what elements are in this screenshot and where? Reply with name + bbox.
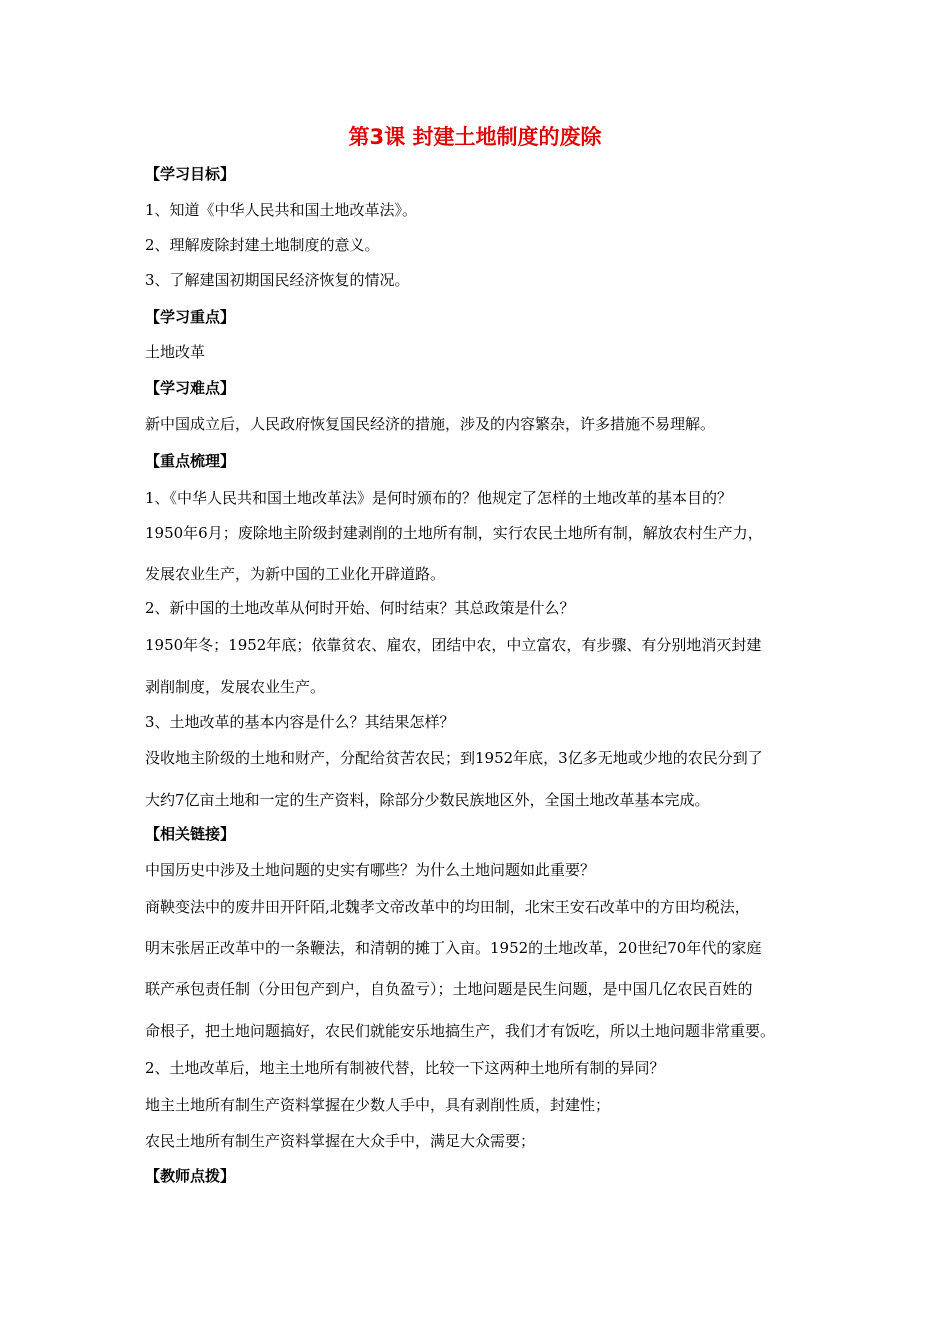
text-line: 2、土地改革后，地主土地所有制被代替，比较一下这两种土地所有制的异同？ — [145, 1059, 665, 1077]
section-heading: 【学习目标】 — [145, 165, 236, 183]
text-line: 剥削制度，发展农业生产。 — [145, 678, 326, 696]
section-heading: 【学习难点】 — [145, 379, 236, 397]
text-line: 大约7亿亩土地和一定的生产资料，除部分少数民族地区外，全国土地改革基本完成。 — [145, 791, 710, 809]
text-line: 联产承包责任制（分田包产到户，自负盈亏）；土地问题是民生问题，是中国几亿农民百姓的 — [145, 980, 753, 998]
text-line: 1、知道《中华人民共和国土地改革法》。 — [145, 201, 418, 219]
text-line: 农民土地所有制生产资料掌握在大众手中，满足大众需要； — [145, 1132, 536, 1150]
text-line: 土地改革 — [145, 343, 206, 361]
text-line: 命根子，把土地问题搞好，农民们就能安乐地搞生产，我们才有饭吃，所以土地问题非常重要。 — [145, 1022, 776, 1040]
text-line: 1950年冬；1952年底；依靠贫农、雇农，团结中农，中立富农，有步骤、有分别地消灭封建 — [145, 636, 762, 654]
section-heading: 【教师点拨】 — [145, 1167, 236, 1185]
text-line: 2、新中国的土地改革从何时开始、何时结束？其总政策是什么？ — [145, 599, 575, 617]
section-heading: 【相关链接】 — [145, 825, 236, 843]
text-line: 1950年6月；废除地主阶级封建剥削的土地所有制，实行农民土地所有制，解放农村生产力， — [145, 524, 763, 542]
text-line: 没收地主阶级的土地和财产，分配给贫苦农民；到1952年底，3亿多无地或少地的农民分到了 — [145, 749, 763, 767]
text-line: 地主土地所有制生产资料掌握在少数人手中，具有剥削性质，封建性； — [145, 1096, 611, 1114]
text-line: 3、土地改革的基本内容是什么？其结果怎样？ — [145, 713, 455, 731]
text-line: 中国历史中涉及土地问题的史实有哪些？为什么土地问题如此重要？ — [145, 861, 596, 879]
text-line: 明末张居正改革中的一条鞭法，和清朝的摊丁入亩。1952的土地改革，20世纪70年代的家庭 — [145, 939, 762, 957]
page-title: 第3课 封建土地制度的废除 — [348, 125, 602, 149]
text-line: 发展农业生产，为新中国的工业化开辟道路。 — [145, 565, 446, 583]
text-line: 2、理解废除封建土地制度的意义。 — [145, 236, 380, 254]
section-heading: 【重点梳理】 — [145, 452, 236, 470]
text-line: 3、了解建国初期国民经济恢复的情况。 — [145, 271, 410, 289]
text-line: 新中国成立后，人民政府恢复国民经济的措施，涉及的内容繁杂，许多措施不易理解。 — [145, 415, 716, 433]
text-line: 商鞅变法中的废井田开阡陌,北魏孝文帝改革中的均田制，北宋王安石改革中的方田均税法， — [145, 898, 750, 916]
text-line: 1、《中华人民共和国土地改革法》是何时颁布的？他规定了怎样的土地改革的基本目的？ — [145, 489, 733, 507]
section-heading: 【学习重点】 — [145, 308, 236, 326]
